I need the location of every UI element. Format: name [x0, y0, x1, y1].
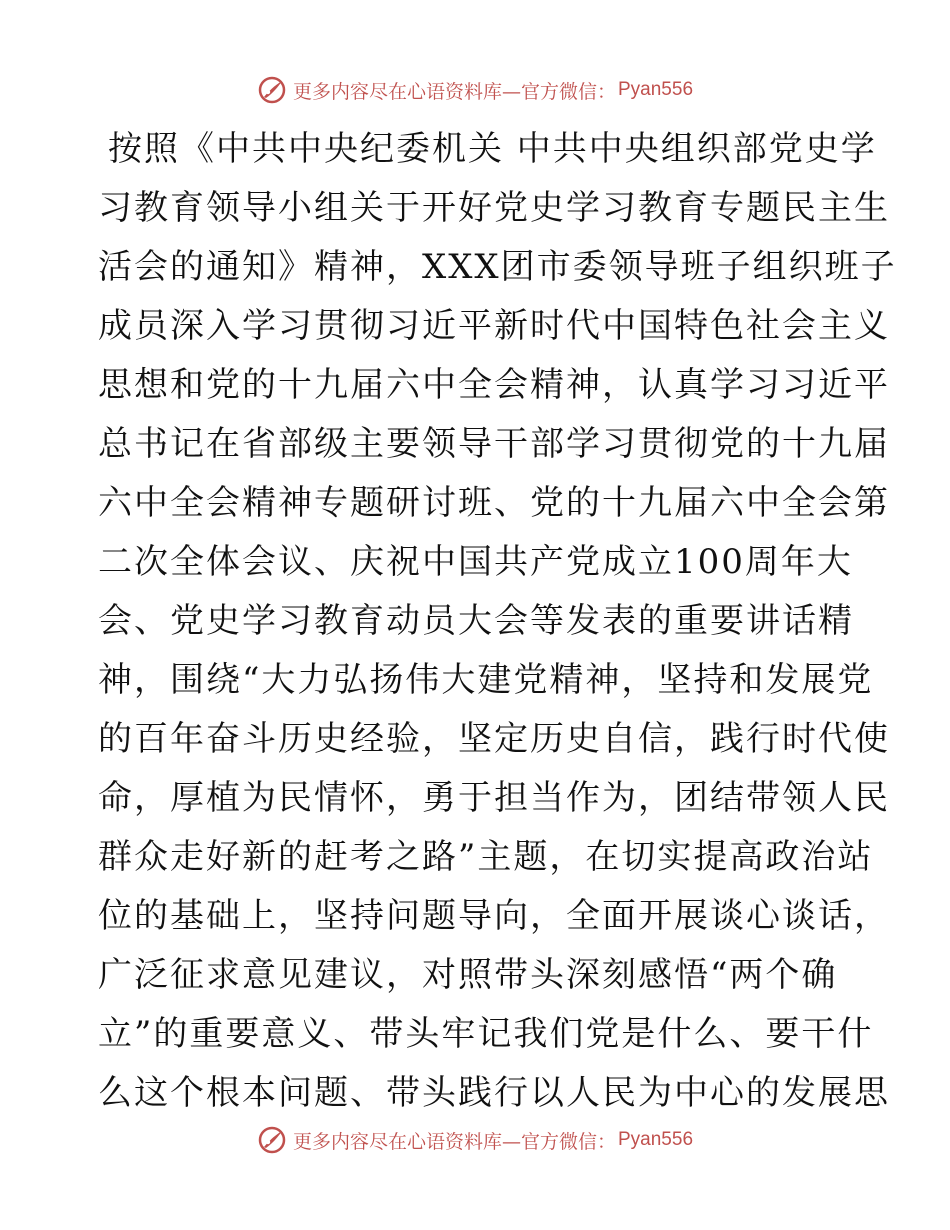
quill-seal-icon — [257, 75, 287, 105]
header-banner — [0, 70, 950, 110]
text-line: 思想和党的十九届六中全会精神，认真学习习近平 — [98, 365, 890, 405]
text-line: 么这个根本问题、带头践行以人民为中心的发展思 — [98, 1073, 890, 1113]
text-line: 位的基础上，坚持问题导向，全面开展谈心谈话， — [98, 896, 890, 936]
text-line: 神，围绕“大力弘扬伟大建党精神，坚持和发展党 — [98, 660, 874, 700]
text-line: 广泛征求意见建议，对照带头深刻感悟“两个确 — [98, 955, 838, 995]
text-line: 按照《中共中央纪委机关 中共中央组织部党史学 — [108, 129, 877, 169]
header-wechat-id: Pyan556 — [618, 79, 694, 100]
text-line: 二次全体会议、庆祝中国共产党成立100周年大 — [98, 542, 853, 582]
text-line: 会、党史学习教育动员大会等发表的重要讲话精 — [98, 601, 854, 641]
text-line: 六中全会精神专题研讨班、党的十九届六中全会第 — [98, 483, 890, 523]
header-banner-text: 更多内容尽在心语资料库—官方微信： — [292, 80, 616, 103]
quill-seal-icon — [257, 1125, 287, 1155]
text-line: 成员深入学习贯彻习近平新时代中国特色社会主义 — [98, 306, 890, 346]
text-line: 总书记在省部级主要领导干部学习贯彻党的十九届 — [98, 424, 890, 464]
text-line: 习教育领导小组关于开好党史学习教育专题民主生 — [98, 188, 890, 228]
text-line: 立”的重要意义、带头牢记我们党是什么、要干什 — [98, 1014, 874, 1054]
text-line: 的百年奋斗历史经验，坚定历史自信，践行时代使 — [98, 719, 890, 759]
text-line: 群众走好新的赶考之路”主题，在切实提高政治站 — [98, 837, 874, 877]
footer-banner-text: 更多内容尽在心语资料库—官方微信： — [292, 1130, 616, 1153]
text-line: 命，厚植为民情怀，勇于担当作为，团结带领人民 — [98, 778, 890, 818]
footer-banner — [0, 1120, 950, 1160]
footer-wechat-id: Pyan556 — [618, 1129, 694, 1150]
text-line: 活会的通知》精神，XXX团市委领导班子组织班子 — [98, 247, 897, 287]
body-text — [98, 120, 897, 1123]
